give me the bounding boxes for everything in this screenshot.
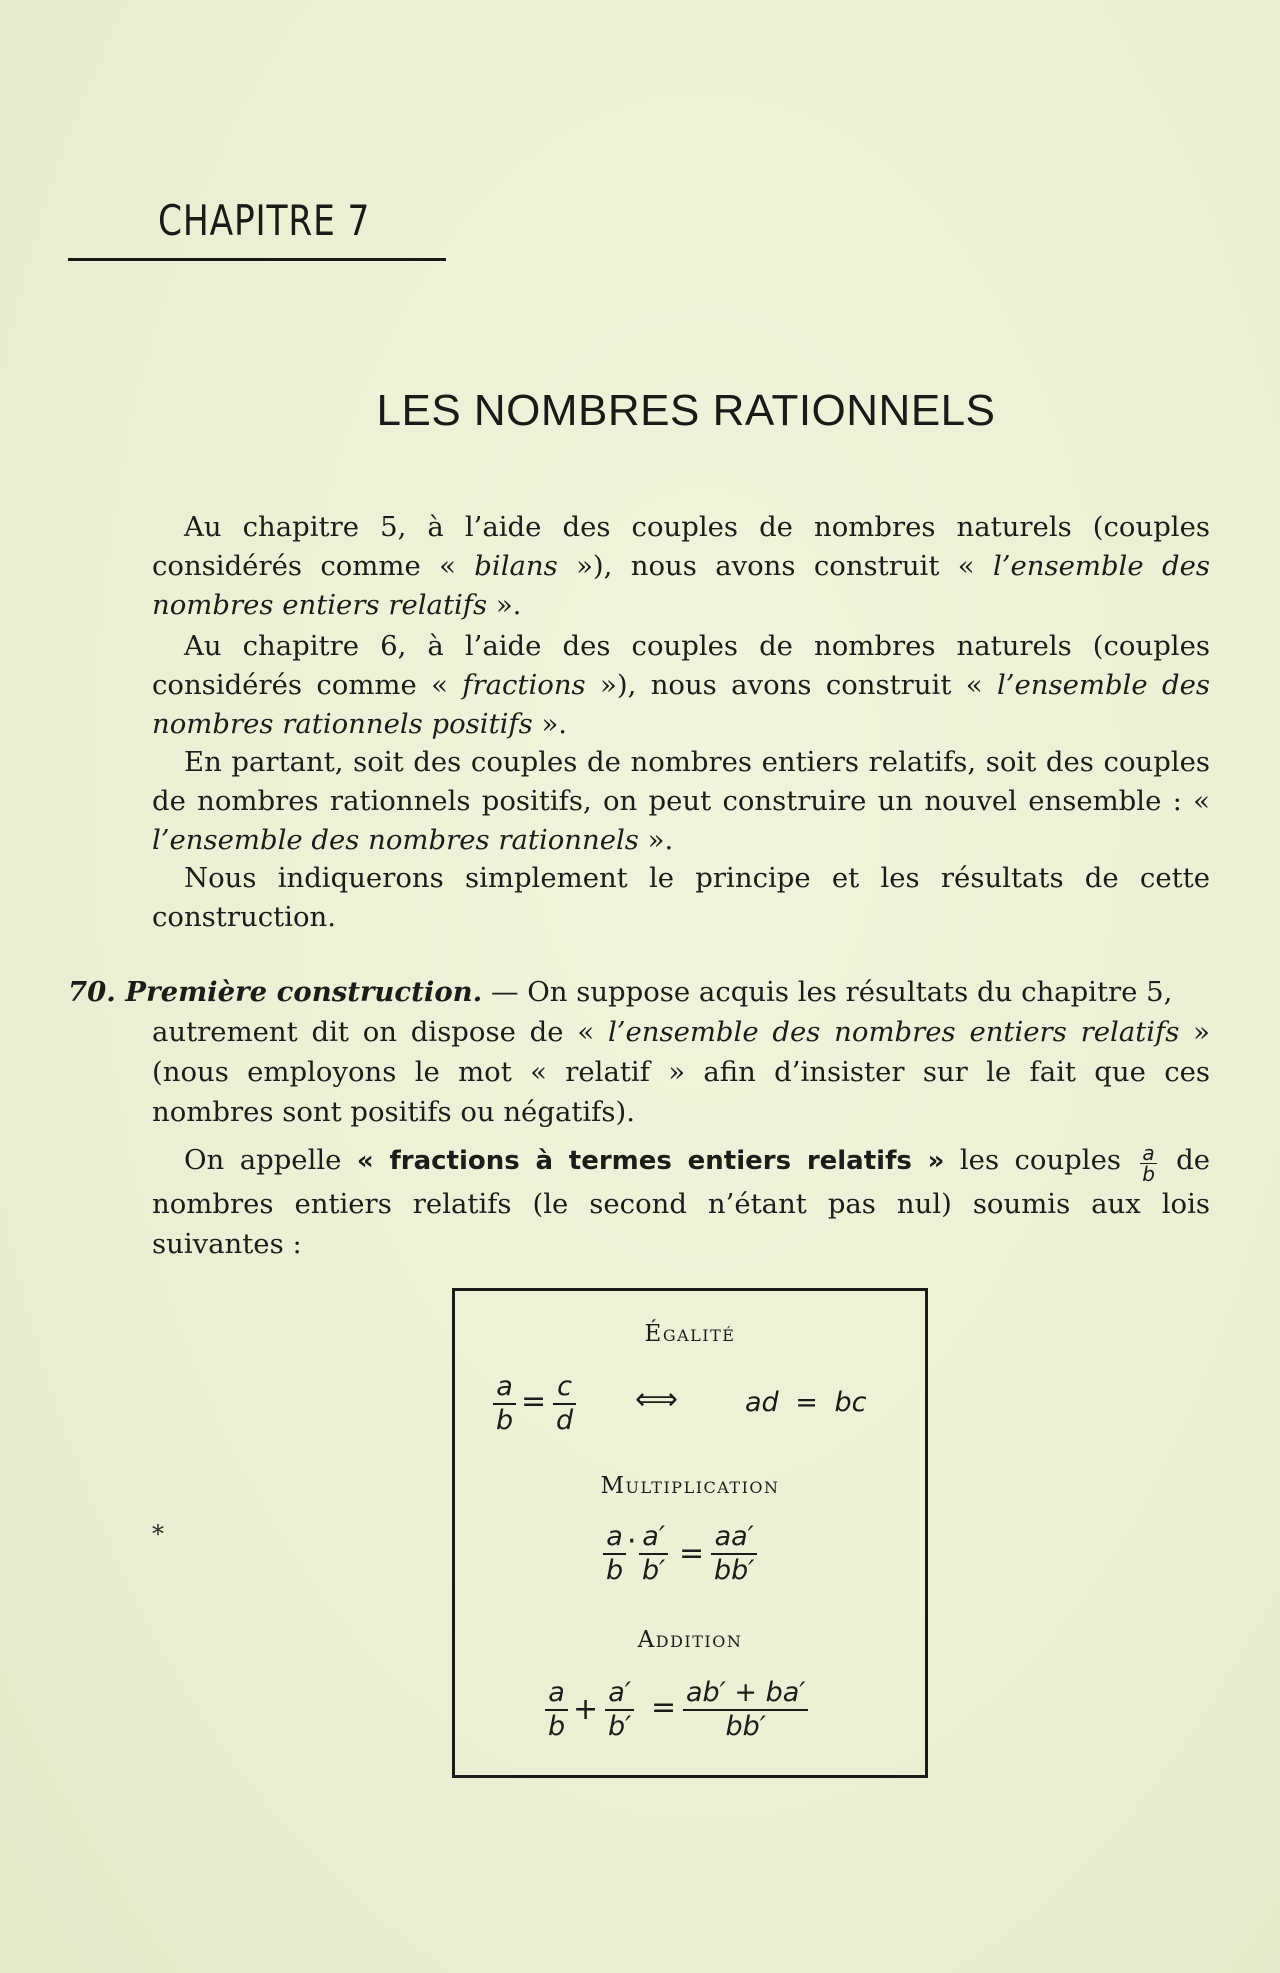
egalite-d: d	[556, 1405, 574, 1436]
add-f3-num: ab′ + ba′	[683, 1677, 808, 1711]
intro-p1-emphasis: bilans	[474, 550, 558, 582]
section-heading: 70. Première construction.	[68, 976, 483, 1008]
intro-p1-text-a: Au chapitre 5, à l’aide des couples de nombres naturels (couples considérés comme «	[152, 511, 1210, 582]
mult-f2-den: b′	[642, 1555, 666, 1586]
asterisk-mark: *	[152, 1520, 164, 1548]
mult-f3-num: aa′	[711, 1521, 757, 1555]
intro-paragraph-1	[152, 508, 1210, 625]
section-body	[152, 1012, 1210, 1132]
definition-text-c: de nombres entiers relatifs (le second n’étant pas nul) soumis aux lois suivantes :	[152, 1144, 1210, 1260]
inline-fraction	[1140, 1143, 1156, 1184]
intro-p1-text-b: »), nous avons construit «	[557, 550, 993, 582]
section-body-text-b: » (nous employons le mot « relatif » afin d’insister sur le fait que ces nombres sont positifs ou négatifs).	[152, 1016, 1210, 1128]
intro-p3-text-b: ».	[638, 824, 674, 856]
definition-text-a: On appelle	[184, 1144, 357, 1176]
intro-p2-text-a: Au chapitre 6, à l’aide des couples de nombres naturels (couples considérés comme «	[152, 630, 1210, 701]
page-title	[0, 386, 1280, 436]
definition-term: « fractions à termes entiers relatifs »	[356, 1146, 945, 1176]
section-70	[68, 972, 1210, 1128]
add-fraction-1	[545, 1677, 568, 1743]
addition-title: Addition	[637, 1627, 743, 1653]
intro-paragraph-2	[152, 627, 1210, 744]
add-plus: +	[573, 1692, 599, 1727]
egalite-fraction-right	[553, 1371, 576, 1437]
egalite-equals: =	[521, 1384, 547, 1419]
mult-f3-den: bb′	[714, 1555, 755, 1586]
mult-fraction-result	[711, 1521, 757, 1587]
mult-fraction-1	[603, 1521, 626, 1587]
intro-p1-text-c: ».	[487, 589, 522, 621]
intro-p4-text: Nous indiquerons simplement le principe et les résultats de cette construction.	[152, 862, 1210, 933]
egalite-title: Égalité	[644, 1321, 736, 1347]
mult-fraction-2	[639, 1521, 668, 1587]
intro-p3-text-a: En partant, soit des couples de nombres entiers relatifs, soit des couples de nombres rationnels positifs, on peut construire un nouvel ensemble : «	[152, 746, 1210, 817]
intro-p2-emphasis: fractions	[462, 669, 586, 701]
mult-equals: =	[679, 1536, 705, 1571]
intro-p1-emphasis-2: l’ensemble des nombres entiers relatifs	[152, 550, 1210, 621]
intro-p3-emphasis: l’ensemble des nombres rationnels	[152, 824, 639, 856]
chapter-label: CHAPITRE 7	[158, 196, 371, 245]
add-f2-num: a′	[605, 1677, 634, 1711]
intro-p2-text-c: ».	[532, 708, 568, 740]
rules-box	[452, 1288, 928, 1778]
intro-paragraph-3	[152, 743, 1210, 860]
intro-p2-text-b: »), nous avons construit «	[585, 669, 997, 701]
page-title-text: LES NOMBRES RATIONNELS	[376, 386, 996, 435]
egalite-b: b	[496, 1405, 514, 1436]
inline-fraction-numerator: a	[1142, 1141, 1155, 1165]
section-body-text-a: autrement dit on dispose de «	[152, 1016, 608, 1048]
egalite-c: c	[553, 1371, 576, 1405]
add-f1-num: a	[545, 1677, 568, 1711]
equivalence-arrow-icon: ⟺	[635, 1382, 679, 1417]
section-body-emphasis: l’ensemble des nombres entiers relatifs	[607, 1016, 1180, 1048]
add-f3-den: bb′	[725, 1711, 766, 1742]
add-equals: =	[651, 1690, 677, 1725]
add-f1-den: b	[548, 1711, 566, 1742]
mult-dot: ·	[627, 1524, 637, 1559]
mult-f1-num: a	[603, 1521, 626, 1555]
mult-f2-num: a′	[639, 1521, 668, 1555]
egalite-rhs: ad = bc	[745, 1387, 867, 1418]
egalite-fraction-left	[493, 1371, 516, 1437]
add-fraction-2	[605, 1677, 634, 1743]
intro-paragraph-4	[152, 859, 1210, 937]
chapter-rule	[68, 258, 446, 261]
inline-fraction-denominator: b	[1142, 1162, 1155, 1186]
definition-text-b: les couples	[944, 1144, 1137, 1176]
section-lead: — On suppose acquis les résultats du chapitre 5,	[482, 976, 1173, 1008]
egalite-a: a	[493, 1371, 516, 1405]
add-f2-den: b′	[608, 1711, 632, 1742]
intro-p2-emphasis-2: l’ensemble des nombres rationnels positifs	[152, 669, 1210, 740]
multiplication-title: Multiplication	[600, 1473, 780, 1499]
add-fraction-result	[683, 1677, 808, 1743]
mult-f1-den: b	[606, 1555, 624, 1586]
definition-paragraph	[152, 1140, 1210, 1264]
